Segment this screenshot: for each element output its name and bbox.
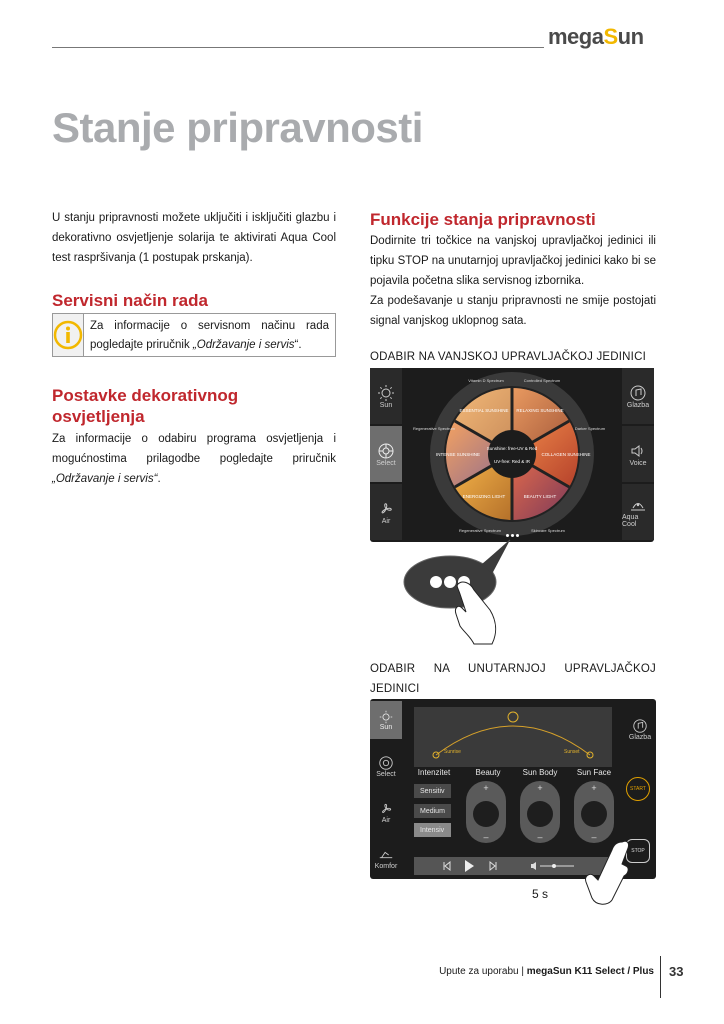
comfort-icon: [378, 847, 394, 863]
info-box: [52, 313, 336, 357]
sun-body-minus[interactable]: –: [537, 832, 543, 842]
inner-music-button[interactable]: [624, 709, 656, 749]
intro-paragraph: U stanju pripravnosti možete uključiti i isključiti glazbu i dekorativno osvjetljenje solarija te aktivirati Aqua Cool test raspršivanja (1 postupak prskanja).: [52, 212, 336, 264]
inner-unit-caption-line2: JEDINICI: [370, 683, 420, 695]
deco-heading-line2: osvjetljenja: [52, 407, 145, 426]
beauty-minus[interactable]: –: [483, 832, 489, 842]
inner-comfort-label: Komfor: [374, 862, 398, 870]
sun-face-adjust-column[interactable]: [574, 781, 614, 843]
footer-divider: [660, 956, 661, 998]
outer-voice-button[interactable]: [622, 426, 654, 482]
stop-label: STOP: [626, 839, 650, 863]
standby-functions-heading: Funkcije stanja pripravnosti: [370, 210, 596, 229]
ring-label-vitamin-d: Vitamin D Spectrum: [468, 378, 504, 383]
segment-label-energizing: ENERGIZING LIGHT: [462, 494, 506, 499]
inner-sun-button[interactable]: [370, 701, 402, 739]
fan-icon: [377, 500, 395, 518]
page-title: Stanje pripravnosti: [52, 104, 423, 151]
three-dots-button[interactable]: [506, 534, 519, 537]
sun-body-adjust-column[interactable]: [520, 781, 560, 843]
speaker-icon: [629, 442, 647, 460]
play-icon[interactable]: [465, 860, 474, 872]
outer-control-panel: [370, 368, 654, 542]
center-label-bottom: UV-free: Red & IR: [493, 459, 531, 464]
outer-air-button[interactable]: [370, 484, 402, 540]
sun-face-plus[interactable]: +: [591, 783, 597, 793]
beauty-icon: [473, 801, 499, 827]
ring-label-darker: Darker Spectrum: [574, 426, 606, 431]
inner-comfort-button[interactable]: [370, 839, 402, 877]
sun-face-minus[interactable]: –: [591, 832, 597, 842]
outer-select-button[interactable]: [370, 426, 402, 482]
sun-arc: [414, 707, 612, 767]
ring-label-regenerative-2: Regenerative Spectrum: [412, 426, 456, 431]
outer-music-label: Glazba: [626, 401, 650, 409]
sun-icon: [377, 384, 395, 402]
sunrise-label: Sunrise: [444, 749, 461, 755]
aqua-cool-icon: [629, 496, 647, 514]
volume-icon: [531, 862, 536, 870]
sun-icon: [379, 710, 393, 724]
ring-label-controlled: Controlled Spectrum: [523, 378, 561, 383]
info-icon: [53, 314, 84, 356]
intensity-medium[interactable]: Medium: [414, 804, 451, 818]
standby-paragraph-1: Dodirnite tri točkice na vanjskoj upravljačkoj jedinici ili tipku STOP na unutarnjoj upravljačkoj jedinici kako bi se pojavila početna slika servisnog izbornika.: [370, 235, 656, 287]
outer-voice-label: Voice: [629, 459, 647, 467]
ring-label-regenerative-1: Regenerative Spectrum: [458, 528, 502, 533]
footer-text: Upute za uporabu | megaSun K11 Select / Plus: [439, 966, 654, 977]
outer-select-label: Select: [376, 459, 396, 467]
music-icon: [632, 718, 648, 734]
segment-label-beauty: BEAUTY LIGHT: [523, 494, 557, 499]
inner-start-button[interactable]: [622, 771, 654, 807]
start-label: START: [626, 777, 650, 801]
tab-sun-face[interactable]: Sun Face: [576, 768, 612, 777]
segment-label-essential: ESSENTIAL SUNSHINE: [459, 408, 509, 413]
tab-intensity[interactable]: Intenzitet: [417, 768, 451, 777]
segment-label-collagen: COLLAGEN SUNSHINE: [541, 452, 591, 457]
zoom-bubble-hand-illustration: [400, 540, 530, 650]
select-wheel-icon: [377, 442, 395, 460]
ring-label-skincare: Skincare Spectrum: [531, 528, 565, 533]
sun-arc-display: [414, 707, 612, 767]
media-bar: [414, 857, 610, 875]
header-rule: [52, 47, 544, 48]
inner-air-button[interactable]: [370, 793, 402, 831]
inner-sun-label: Sun: [379, 723, 393, 731]
program-wheel: [412, 370, 606, 538]
inner-unit-caption-line1: ODABIR NA UNUTARNJOJ UPRAVLJAČKOJ: [370, 663, 656, 675]
select-wheel-icon: [378, 755, 394, 771]
inner-select-button[interactable]: [370, 747, 402, 785]
outer-aquacool-button[interactable]: [622, 484, 654, 540]
beauty-plus[interactable]: +: [483, 783, 489, 793]
music-icon: [629, 384, 647, 402]
service-heading: Servisni način rada: [52, 291, 208, 310]
inner-select-label: Select: [376, 770, 396, 778]
sun-body-plus[interactable]: +: [537, 783, 543, 793]
hold-duration-label: 5 s: [532, 887, 549, 901]
deco-heading-line1: Postavke dekorativnog: [52, 386, 239, 405]
inner-music-label: Glazba: [628, 733, 652, 741]
sun-face-icon: [581, 801, 607, 827]
intensity-sensitiv[interactable]: Sensitiv: [414, 784, 451, 798]
outer-music-button[interactable]: [622, 368, 654, 424]
deco-paragraph: Za informacije o odabiru programa osvjetljenja i mogućnostima prilagodbe pogledajte priručnik „Održavanje i servis“.: [52, 433, 336, 485]
segment-label-intense: INTENSE SUNSHINE: [435, 452, 481, 457]
previous-icon[interactable]: [444, 862, 450, 870]
megasun-logo: megaSun: [548, 24, 644, 49]
fan-icon: [378, 801, 394, 817]
sunset-label: Sunset: [564, 749, 580, 755]
inner-air-label: Air: [381, 816, 391, 824]
tab-beauty[interactable]: Beauty: [475, 768, 501, 777]
intensity-intensiv[interactable]: Intensiv: [414, 823, 451, 837]
tab-sun-body[interactable]: Sun Body: [522, 768, 558, 777]
sun-body-icon: [527, 801, 553, 827]
info-text: Za informacije o servisnom načinu rada pogledajte priručnik „Održavanje i servis“.: [90, 320, 329, 351]
beauty-adjust-column[interactable]: [466, 781, 506, 843]
outer-sun-button[interactable]: [370, 368, 402, 424]
standby-paragraph-2: Za podešavanje u stanju pripravnosti ne smije postojati signal vanjskog uklopnog sata.: [370, 295, 656, 327]
center-label-top: Sunshine: free-UV & Red: [486, 446, 538, 451]
next-icon[interactable]: [490, 862, 496, 870]
outer-sun-label: Sun: [379, 401, 393, 409]
outer-unit-caption: ODABIR NA VANJSKOJ UPRAVLJAČKOJ JEDINICI: [370, 351, 646, 363]
page-number: 33: [669, 964, 684, 979]
outer-aquacool-label: Aqua Cool: [622, 514, 639, 528]
segment-label-relaxing: RELAXING SUNSHINE: [516, 408, 564, 413]
outer-air-label: Air: [381, 517, 391, 525]
hand-pressing-stop-illustration: [582, 838, 642, 908]
